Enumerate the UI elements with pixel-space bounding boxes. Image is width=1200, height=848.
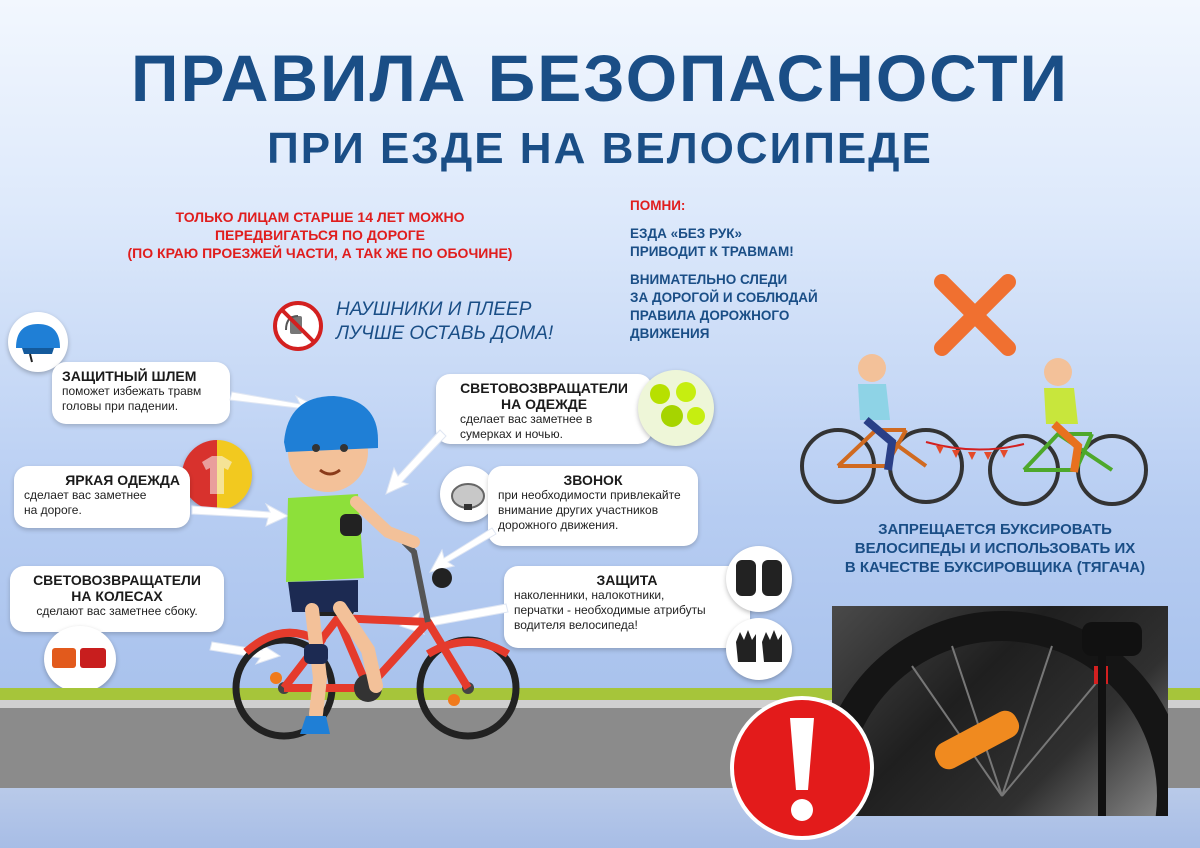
bell-text: при необходимости привлекайте внимание других участников дорожного движения. bbox=[498, 488, 681, 532]
wheel-reflectors-text: сделают вас заметнее сбоку. bbox=[36, 604, 198, 618]
helmet-text: поможет избежать травм головы при падении. bbox=[62, 384, 202, 413]
bright-clothes-title: ЯРКАЯ ОДЕЖДА bbox=[65, 472, 180, 488]
no-hands-rule: ЕЗДА «БЕЗ РУК» ПРИВОДИТ К ТРАВМАМ! bbox=[630, 226, 794, 259]
clothes-reflectors-text: сделает вас заметнее в сумерках и ночью. bbox=[460, 412, 593, 441]
wheel-reflector-photo bbox=[832, 606, 1168, 816]
age-rule-line: (ПО КРАЮ ПРОЕЗЖЕЙ ЧАСТИ, А ТАК ЖЕ ПО ОБОЧИНЕ) bbox=[127, 245, 513, 261]
towing-illustration bbox=[796, 346, 1156, 516]
bell-title: ЗВОНОК bbox=[563, 472, 623, 488]
child-cyclist-illustration bbox=[228, 382, 528, 748]
poster-title: ПРАВИЛА БЕЗОПАСНОСТИ bbox=[131, 41, 1069, 115]
remember-heading: ПОМНИ: bbox=[630, 198, 686, 213]
wheel-reflectors-title: СВЕТОВОЗВРАЩАТЕЛИ НА КОЛЕСАХ bbox=[33, 572, 201, 604]
wheel-reflector-photo-art bbox=[832, 606, 1168, 816]
exclamation-icon bbox=[726, 692, 878, 844]
protection-title: ЗАЩИТА bbox=[596, 572, 658, 588]
age-rule-line: ТОЛЬКО ЛИЦАМ СТАРШЕ 14 ЛЕТ МОЖНО bbox=[175, 209, 465, 225]
poster-subtitle: ПРИ ЕЗДЕ НА ВЕЛОСИПЕДЕ bbox=[267, 124, 933, 173]
age-rule-line: ПЕРЕДВИГАТЬСЯ ПО ДОРОГЕ bbox=[214, 227, 426, 243]
towing-prohibition: ЗАПРЕЩАЕТСЯ БУКСИРОВАТЬ ВЕЛОСИПЕДЫ И ИСПОЛЬЗОВАТЬ ИХ В КАЧЕСТВЕ БУКСИРОВЩИКА (ТЯГАЧА) bbox=[844, 521, 1146, 576]
bright-clothes-text: сделает вас заметнее на дороге. bbox=[24, 488, 147, 517]
clothes-reflectors-title: СВЕТОВОЗВРАЩАТЕЛИ НА ОДЕЖДЕ bbox=[460, 380, 628, 412]
helmet-title: ЗАЩИТНЫЙ ШЛЕМ bbox=[62, 368, 197, 384]
watch-road-rule: ВНИМАТЕЛЬНО СЛЕДИ ЗА ДОРОГОЙ И СОБЛЮДАЙ ПРАВИЛА ДОРОЖНОГО ДВИЖЕНИЯ bbox=[630, 272, 818, 341]
protection-text: наколенники, налокотники, перчатки - необходимые атрибуты водителя велосипеда! bbox=[514, 588, 706, 632]
headphones-warning: НАУШНИКИ И ПЛЕЕР ЛУЧШЕ ОСТАВЬ ДОМА! bbox=[336, 299, 554, 344]
